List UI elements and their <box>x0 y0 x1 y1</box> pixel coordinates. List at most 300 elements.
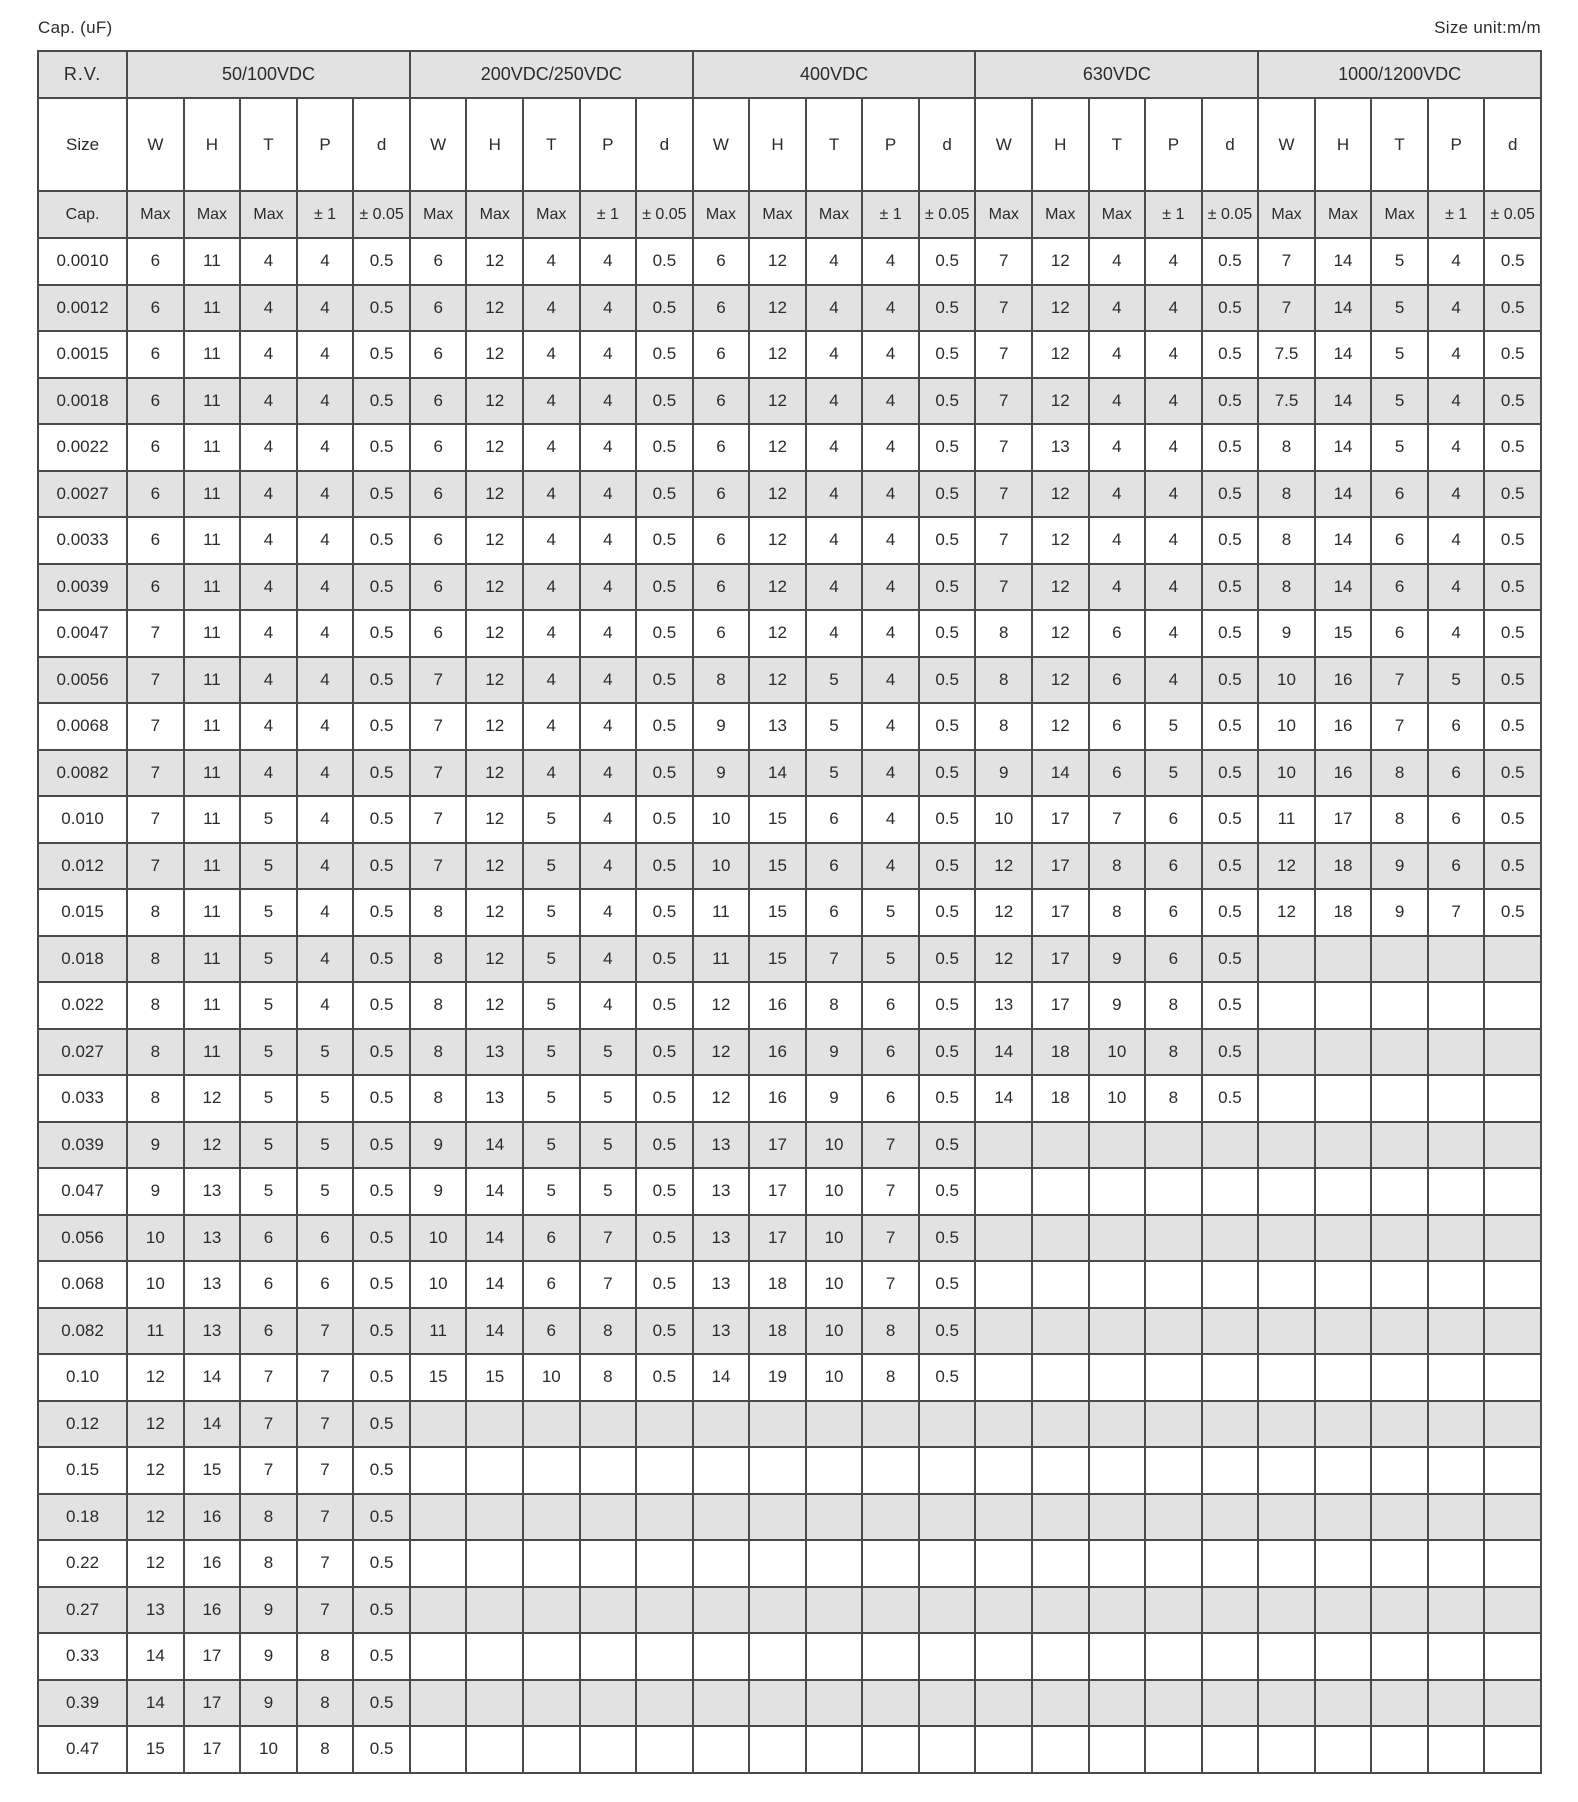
dimension-value-cell <box>1484 1680 1541 1727</box>
dimension-value-cell: 4 <box>806 378 863 425</box>
dimension-value-cell <box>1202 1447 1259 1494</box>
capacitance-cell: 0.018 <box>38 936 127 983</box>
capacitance-cell: 0.39 <box>38 1680 127 1727</box>
dimension-header-cell: T <box>523 98 580 191</box>
dimension-value-cell <box>523 1447 580 1494</box>
dimension-value-cell: 7 <box>297 1587 354 1634</box>
dimension-value-cell: 6 <box>410 378 467 425</box>
capacitance-cell: 0.022 <box>38 982 127 1029</box>
dimension-value-cell <box>1484 1075 1541 1122</box>
dimension-value-cell <box>693 1494 750 1541</box>
dimension-value-cell <box>580 1726 637 1773</box>
dimension-value-cell: 0.5 <box>353 1029 410 1076</box>
dimension-value-cell: 5 <box>523 1075 580 1122</box>
dimension-value-cell: 4 <box>1145 238 1202 285</box>
tolerance-header-cell: Max <box>975 191 1032 238</box>
dimension-value-cell: 4 <box>240 471 297 518</box>
dimension-value-cell <box>1428 1215 1485 1262</box>
dimension-value-cell: 0.5 <box>1484 238 1541 285</box>
dimension-value-cell: 4 <box>580 517 637 564</box>
dimension-value-cell: 10 <box>1258 703 1315 750</box>
dimension-value-cell: 15 <box>127 1726 184 1773</box>
dimension-value-cell: 5 <box>240 1168 297 1215</box>
dimension-value-cell <box>1089 1261 1146 1308</box>
dimension-value-cell: 6 <box>693 564 750 611</box>
dimension-value-cell: 4 <box>862 564 919 611</box>
dimension-value-cell: 4 <box>297 936 354 983</box>
dimension-value-cell: 11 <box>184 796 241 843</box>
dimension-header-cell: H <box>184 98 241 191</box>
dimension-value-cell: 10 <box>127 1261 184 1308</box>
dimension-value-cell: 14 <box>184 1401 241 1448</box>
dimension-value-cell: 4 <box>297 750 354 797</box>
dimension-value-cell <box>1484 1029 1541 1076</box>
dimension-value-cell: 8 <box>975 610 1032 657</box>
dimension-value-cell: 8 <box>127 936 184 983</box>
dimension-value-cell: 6 <box>806 889 863 936</box>
dimension-value-cell: 12 <box>127 1401 184 1448</box>
dimension-value-cell: 7 <box>862 1122 919 1169</box>
dimension-value-cell: 6 <box>1428 796 1485 843</box>
dimension-value-cell: 6 <box>127 471 184 518</box>
dimension-value-cell: 13 <box>693 1308 750 1355</box>
dimension-value-cell <box>1032 1308 1089 1355</box>
dimension-value-cell <box>1371 1308 1428 1355</box>
dimension-value-cell: 14 <box>749 750 806 797</box>
dimension-value-cell: 12 <box>975 889 1032 936</box>
dimension-value-cell: 18 <box>1315 843 1372 890</box>
dimension-value-cell <box>1258 1680 1315 1727</box>
dimension-value-cell: 12 <box>466 610 523 657</box>
dimension-value-cell: 0.5 <box>919 936 976 983</box>
dimension-value-cell <box>1315 1447 1372 1494</box>
dimension-value-cell: 4 <box>1145 331 1202 378</box>
dimension-value-cell: 6 <box>127 424 184 471</box>
dimension-value-cell: 0.5 <box>919 1029 976 1076</box>
dimension-value-cell <box>693 1540 750 1587</box>
dimension-value-cell <box>693 1587 750 1634</box>
dimension-value-cell: 0.5 <box>919 1308 976 1355</box>
dimension-value-cell <box>862 1447 919 1494</box>
dimension-value-cell <box>1032 1540 1089 1587</box>
dimension-value-cell <box>410 1587 467 1634</box>
dimension-value-cell: 0.5 <box>636 1308 693 1355</box>
dimension-value-cell <box>749 1494 806 1541</box>
dimension-value-cell: 7 <box>1371 657 1428 704</box>
dimension-value-cell: 4 <box>297 843 354 890</box>
dimension-value-cell <box>1202 1540 1259 1587</box>
dimension-value-cell: 12 <box>1032 564 1089 611</box>
tolerance-header-cell: Max <box>806 191 863 238</box>
dimension-value-cell: 11 <box>184 843 241 890</box>
dimension-value-cell: 0.5 <box>353 517 410 564</box>
dimension-value-cell <box>1371 1122 1428 1169</box>
dimension-value-cell: 4 <box>1428 378 1485 425</box>
dimension-value-cell <box>975 1401 1032 1448</box>
dimension-value-cell <box>1202 1308 1259 1355</box>
dimension-value-cell: 4 <box>580 471 637 518</box>
dimension-value-cell <box>523 1587 580 1634</box>
dimension-value-cell <box>1428 982 1485 1029</box>
dimension-header-cell: d <box>919 98 976 191</box>
dimension-value-cell: 4 <box>580 424 637 471</box>
dimension-value-cell: 12 <box>127 1447 184 1494</box>
dimension-value-cell: 6 <box>410 424 467 471</box>
dimension-value-cell <box>806 1447 863 1494</box>
dimension-value-cell: 14 <box>1032 750 1089 797</box>
dimension-value-cell: 5 <box>297 1168 354 1215</box>
table-row <box>38 1075 1541 1122</box>
dimension-value-cell: 0.5 <box>636 843 693 890</box>
dimension-value-cell: 6 <box>1371 564 1428 611</box>
dimension-value-cell: 4 <box>1089 517 1146 564</box>
dimension-value-cell: 8 <box>1145 982 1202 1029</box>
dimension-value-cell: 12 <box>749 238 806 285</box>
dimension-value-cell <box>1202 1168 1259 1215</box>
capacitance-cell: 0.18 <box>38 1494 127 1541</box>
dimension-value-cell <box>1089 1308 1146 1355</box>
tolerance-header-cell: Max <box>184 191 241 238</box>
dimension-value-cell: 4 <box>806 424 863 471</box>
dimension-value-cell: 4 <box>240 564 297 611</box>
capacitance-cell: 0.068 <box>38 1261 127 1308</box>
dimension-value-cell <box>862 1726 919 1773</box>
dimension-value-cell <box>919 1633 976 1680</box>
dimension-value-cell: 12 <box>1032 331 1089 378</box>
dimension-value-cell <box>1202 1726 1259 1773</box>
dimension-value-cell <box>806 1401 863 1448</box>
dimension-value-cell: 0.5 <box>353 982 410 1029</box>
dimension-value-cell: 11 <box>184 610 241 657</box>
dimension-value-cell: 5 <box>297 1029 354 1076</box>
dimension-value-cell: 5 <box>297 1075 354 1122</box>
dimension-value-cell <box>1258 982 1315 1029</box>
dimension-value-cell <box>410 1680 467 1727</box>
dimension-value-cell <box>1202 1401 1259 1448</box>
dimension-value-cell <box>1258 1122 1315 1169</box>
dimension-value-cell <box>975 1680 1032 1727</box>
dimension-value-cell: 7 <box>297 1401 354 1448</box>
dimension-value-cell <box>580 1587 637 1634</box>
dimension-value-cell: 7 <box>410 843 467 890</box>
dimension-value-cell: 9 <box>127 1122 184 1169</box>
dimension-value-cell: 11 <box>184 936 241 983</box>
dimension-value-cell: 5 <box>240 843 297 890</box>
dimension-value-cell: 6 <box>1145 796 1202 843</box>
dimension-value-cell: 8 <box>1371 750 1428 797</box>
dimension-header-cell: P <box>1145 98 1202 191</box>
dimension-value-cell: 13 <box>466 1075 523 1122</box>
dimension-value-cell: 6 <box>297 1215 354 1262</box>
dimension-value-cell <box>1428 1261 1485 1308</box>
table-row <box>38 1122 1541 1169</box>
dimension-value-cell <box>1428 1726 1485 1773</box>
dimension-value-cell <box>1371 1215 1428 1262</box>
tolerance-header-cell: ± 0.05 <box>919 191 976 238</box>
dimension-value-cell <box>806 1540 863 1587</box>
dimension-value-cell: 19 <box>749 1354 806 1401</box>
dimension-value-cell: 0.5 <box>1202 1075 1259 1122</box>
dimension-value-cell <box>1202 1633 1259 1680</box>
capacitance-cell: 0.47 <box>38 1726 127 1773</box>
dimension-header-cell: T <box>1371 98 1428 191</box>
tolerance-header-cell: Max <box>1371 191 1428 238</box>
dimension-value-cell: 0.5 <box>636 889 693 936</box>
dimension-value-cell: 7 <box>806 936 863 983</box>
capacitance-cell: 0.12 <box>38 1401 127 1448</box>
dimension-value-cell: 7 <box>1428 889 1485 936</box>
dimension-value-cell: 6 <box>1371 517 1428 564</box>
dimension-value-cell: 9 <box>806 1029 863 1076</box>
dimension-value-cell: 12 <box>693 1075 750 1122</box>
dimension-header-cell: T <box>240 98 297 191</box>
dimension-value-cell: 8 <box>1145 1075 1202 1122</box>
dimension-value-cell: 6 <box>1145 936 1202 983</box>
dimension-value-cell <box>1371 1401 1428 1448</box>
dimension-value-cell: 7 <box>127 657 184 704</box>
dimension-value-cell: 11 <box>184 378 241 425</box>
dimension-value-cell: 14 <box>466 1215 523 1262</box>
dimension-value-cell: 11 <box>184 889 241 936</box>
dimension-value-cell <box>466 1447 523 1494</box>
dimension-value-cell: 10 <box>410 1261 467 1308</box>
dimension-value-cell: 12 <box>466 889 523 936</box>
dimension-header-cell: W <box>975 98 1032 191</box>
dimension-value-cell: 0.5 <box>353 378 410 425</box>
dimension-value-cell: 6 <box>693 285 750 332</box>
dimension-value-cell: 12 <box>466 796 523 843</box>
dimension-value-cell <box>636 1447 693 1494</box>
dimension-value-cell: 12 <box>749 657 806 704</box>
dimension-value-cell: 0.5 <box>353 1680 410 1727</box>
dimension-value-cell: 10 <box>523 1354 580 1401</box>
table-row <box>38 1680 1541 1727</box>
dimension-value-cell: 4 <box>862 378 919 425</box>
dimension-value-cell: 11 <box>127 1308 184 1355</box>
dimension-value-cell: 0.5 <box>353 889 410 936</box>
dimension-value-cell <box>1032 1447 1089 1494</box>
dimension-value-cell <box>523 1540 580 1587</box>
dimension-value-cell: 6 <box>127 517 184 564</box>
dimension-value-cell: 16 <box>1315 657 1372 704</box>
dimension-value-cell: 4 <box>523 378 580 425</box>
dimension-value-cell: 4 <box>862 285 919 332</box>
dimension-value-cell: 4 <box>523 331 580 378</box>
dimension-value-cell: 4 <box>297 424 354 471</box>
dimension-value-cell <box>1258 1261 1315 1308</box>
dimension-value-cell: 0.5 <box>1202 936 1259 983</box>
dimension-value-cell: 5 <box>580 1029 637 1076</box>
dimension-value-cell <box>862 1680 919 1727</box>
dimension-value-cell: 7.5 <box>1258 378 1315 425</box>
dimension-value-cell: 0.5 <box>919 889 976 936</box>
dimension-header-cell: P <box>862 98 919 191</box>
dimension-value-cell: 5 <box>580 1168 637 1215</box>
dimension-value-cell <box>1315 1494 1372 1541</box>
dimension-value-cell: 10 <box>693 843 750 890</box>
dimension-value-cell: 6 <box>127 285 184 332</box>
dimension-value-cell: 8 <box>297 1680 354 1727</box>
capacitance-cell: 0.0022 <box>38 424 127 471</box>
dimension-header-cell: H <box>749 98 806 191</box>
dimension-value-cell: 0.5 <box>636 1029 693 1076</box>
dimension-value-cell: 0.5 <box>919 238 976 285</box>
table-row <box>38 1447 1541 1494</box>
dimension-value-cell: 6 <box>862 982 919 1029</box>
dimension-value-cell: 6 <box>410 238 467 285</box>
dimension-value-cell: 6 <box>862 1075 919 1122</box>
dimension-value-cell: 8 <box>297 1726 354 1773</box>
dimension-value-cell: 13 <box>693 1122 750 1169</box>
dimension-value-cell: 4 <box>1145 424 1202 471</box>
dimension-value-cell: 4 <box>806 471 863 518</box>
dimension-value-cell: 0.5 <box>919 703 976 750</box>
dimension-value-cell: 11 <box>184 750 241 797</box>
dimension-value-cell: 18 <box>1315 889 1372 936</box>
dimension-value-cell: 4 <box>1428 331 1485 378</box>
dimension-value-cell <box>466 1726 523 1773</box>
dimension-value-cell: 13 <box>693 1168 750 1215</box>
dimension-value-cell: 4 <box>862 843 919 890</box>
dimension-value-cell: 12 <box>749 424 806 471</box>
dimension-value-cell: 0.5 <box>1202 610 1259 657</box>
dimension-value-cell: 10 <box>975 796 1032 843</box>
dimension-value-cell: 12 <box>749 285 806 332</box>
dimension-value-cell: 6 <box>1145 843 1202 890</box>
tolerance-header-cell: Max <box>1032 191 1089 238</box>
dimension-value-cell: 4 <box>523 285 580 332</box>
dimension-value-cell: 9 <box>1371 889 1428 936</box>
dimension-value-cell: 15 <box>466 1354 523 1401</box>
tolerance-header-cell: Max <box>1258 191 1315 238</box>
dimension-value-cell: 13 <box>466 1029 523 1076</box>
dimension-value-cell <box>523 1726 580 1773</box>
dimension-value-cell: 0.5 <box>1202 285 1259 332</box>
dimension-value-cell: 0.5 <box>636 471 693 518</box>
dimension-value-cell: 16 <box>1315 703 1372 750</box>
dimension-value-cell: 9 <box>693 750 750 797</box>
dimension-value-cell <box>1089 1215 1146 1262</box>
dimension-value-cell <box>410 1633 467 1680</box>
dimension-value-cell <box>1145 1122 1202 1169</box>
dimension-value-cell: 4 <box>580 796 637 843</box>
capacitance-unit-label: Cap. (uF) <box>38 18 113 37</box>
dimension-value-cell <box>1258 1029 1315 1076</box>
dimension-value-cell <box>1428 1029 1485 1076</box>
dimension-value-cell: 7 <box>127 843 184 890</box>
dimension-value-cell: 14 <box>693 1354 750 1401</box>
dimension-value-cell <box>1371 1540 1428 1587</box>
dimension-value-cell: 14 <box>1315 471 1372 518</box>
dimension-value-cell: 14 <box>466 1308 523 1355</box>
dimension-value-cell: 6 <box>410 331 467 378</box>
dimension-value-cell: 4 <box>1089 471 1146 518</box>
dimension-value-cell <box>410 1726 467 1773</box>
dimension-value-cell: 0.5 <box>1202 331 1259 378</box>
capacitance-cell: 0.0027 <box>38 471 127 518</box>
dimension-value-cell: 4 <box>862 424 919 471</box>
dimension-value-cell: 9 <box>693 703 750 750</box>
dimension-value-cell <box>975 1447 1032 1494</box>
dimension-value-cell: 4 <box>297 657 354 704</box>
dimension-value-cell: 7 <box>1258 238 1315 285</box>
dimension-value-cell: 4 <box>523 564 580 611</box>
dimension-value-cell <box>1428 1447 1485 1494</box>
dimension-value-cell <box>523 1633 580 1680</box>
dimension-value-cell: 14 <box>1315 331 1372 378</box>
dimension-value-cell: 12 <box>127 1540 184 1587</box>
dimension-value-cell: 0.5 <box>1202 703 1259 750</box>
dimension-value-cell: 0.5 <box>636 936 693 983</box>
dimension-value-cell: 5 <box>240 1122 297 1169</box>
dimension-value-cell <box>1145 1494 1202 1541</box>
dimension-value-cell: 0.5 <box>1202 564 1259 611</box>
dimension-value-cell: 0.5 <box>636 796 693 843</box>
dimension-value-cell: 4 <box>297 889 354 936</box>
dimension-value-cell <box>1145 1540 1202 1587</box>
dimension-value-cell <box>749 1447 806 1494</box>
dimension-value-cell <box>806 1680 863 1727</box>
dimension-value-cell: 0.5 <box>1484 750 1541 797</box>
dimension-value-cell <box>1371 1726 1428 1773</box>
table-row <box>38 843 1541 890</box>
dimension-value-cell: 5 <box>806 703 863 750</box>
dimension-value-cell: 6 <box>127 331 184 378</box>
dimension-value-cell <box>1089 1401 1146 1448</box>
dimension-value-cell <box>636 1726 693 1773</box>
dimension-value-cell: 6 <box>806 843 863 890</box>
dimension-value-cell <box>1371 982 1428 1029</box>
table-row <box>38 1633 1541 1680</box>
dimension-value-cell: 0.5 <box>919 843 976 890</box>
dimension-value-cell: 16 <box>1315 750 1372 797</box>
dimension-value-cell: 4 <box>1145 517 1202 564</box>
dimension-value-cell <box>466 1401 523 1448</box>
dimension-value-cell: 9 <box>240 1680 297 1727</box>
dimension-value-cell <box>636 1587 693 1634</box>
dimension-value-cell: 13 <box>184 1308 241 1355</box>
dimension-value-cell <box>806 1633 863 1680</box>
dimension-value-cell: 4 <box>1428 564 1485 611</box>
dimension-value-cell: 12 <box>749 378 806 425</box>
dimension-value-cell <box>1371 1075 1428 1122</box>
dimension-value-cell: 5 <box>862 936 919 983</box>
dimension-value-cell: 7 <box>975 471 1032 518</box>
dimension-value-cell: 6 <box>1089 610 1146 657</box>
dimension-value-cell: 12 <box>466 703 523 750</box>
dimension-value-cell: 4 <box>240 238 297 285</box>
dimension-value-cell <box>806 1587 863 1634</box>
dimension-value-cell: 8 <box>1371 796 1428 843</box>
dimension-value-cell: 4 <box>806 285 863 332</box>
dimension-value-cell <box>466 1540 523 1587</box>
dimension-value-cell: 14 <box>466 1168 523 1215</box>
dimension-header-cell: W <box>127 98 184 191</box>
dimension-value-cell <box>523 1401 580 1448</box>
dimension-value-cell: 0.5 <box>353 1122 410 1169</box>
dimension-value-cell: 4 <box>1089 564 1146 611</box>
dimension-value-cell <box>1315 1029 1372 1076</box>
dimension-value-cell: 7 <box>127 703 184 750</box>
dimension-value-cell: 10 <box>1258 657 1315 704</box>
dimension-value-cell: 4 <box>580 331 637 378</box>
dimension-value-cell <box>1315 1215 1372 1262</box>
dimension-value-cell <box>1202 1354 1259 1401</box>
dimension-value-cell <box>806 1726 863 1773</box>
dimension-value-cell: 14 <box>1315 517 1372 564</box>
dimension-value-cell: 13 <box>693 1215 750 1262</box>
table-row <box>38 1354 1541 1401</box>
